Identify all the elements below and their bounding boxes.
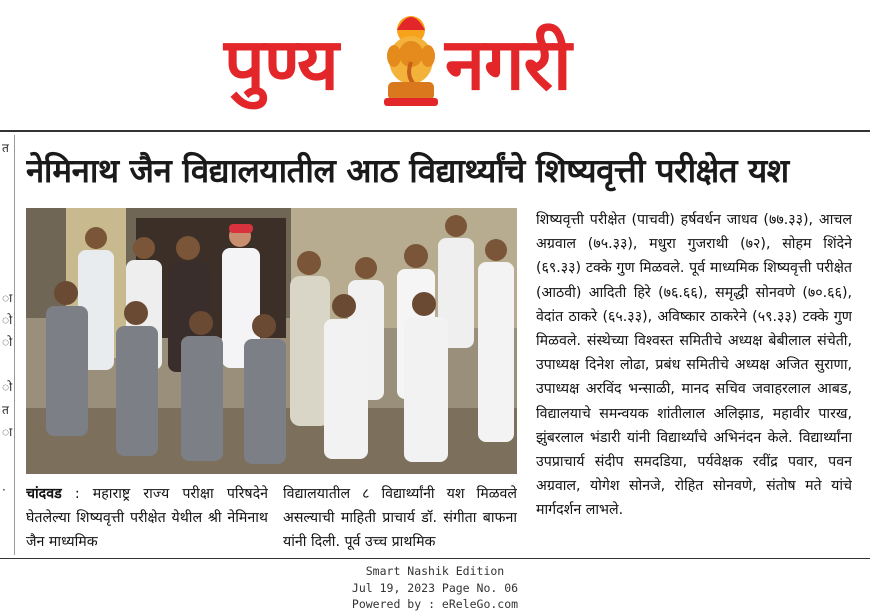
bottom-rule: [0, 558, 870, 559]
powered-by-label: Powered by : eReleGo.com: [351, 597, 519, 611]
date-page-label: Jul 19, 2023 Page No. 06: [351, 580, 519, 595]
adjacent-column-fragment: [0, 135, 14, 555]
group-photo: [26, 208, 517, 474]
fragment-char: ो: [2, 335, 13, 349]
fragment-char: ·: [2, 483, 6, 497]
top-rule: [0, 130, 870, 132]
fragment-char: त: [2, 141, 9, 155]
article-body-middle: विद्यालयातील ८ विद्यार्थ्यांनी यश मिळवले असल्याची माहिती प्राचार्य डॉ. संगीता बाफना यांनी दिली. पूर्व उच्च प्राथमिक: [283, 486, 517, 551]
article-headline: नेमिनाथ जैन विद्यालयातील आठ विद्यार्थ्यांचे शिष्यवृत्ती परीक्षेत यश: [26, 151, 789, 190]
fragment-char: ा: [2, 291, 13, 305]
ganesha-logo-icon: [380, 10, 442, 108]
fragment-char: त: [2, 403, 9, 417]
footer: [0, 563, 870, 613]
column-divider: [14, 135, 15, 555]
masthead-title-right: नगरी: [445, 22, 571, 106]
article-body-left-text: : महाराष्ट्र राज्य परीक्षा परिषदेने घेतलेल्या शिष्यवृत्ती परीक्षेत येथील श्री नेमिनाथ जैन माध्यमिक: [26, 486, 268, 551]
edition-label: Smart Nashik Edition: [365, 564, 505, 578]
masthead: [0, 0, 870, 128]
article-body-right: शिष्यवृत्ती परीक्षेत (पाचवी) हर्षवर्धन जाधव (७७.३३), आचल अग्रवाल (७५.३३), मधुरा गुजराथी (७२), सोहम शिंदेने (६९.३३) टक्के गुण मिळवले. पूर्व माध्यमिक शिष्यवृत्ती परीक्षेत (आठवी) आदिती हिरे (७६.६६), समृद्धी सोनवणे (७०.६६), वेदांत ठाकरे (६५.३३), अविष्कार ठाकरेने (५९.३३) टक्के गुण मिळवले. संस्थेच्या विश्वस्त समितीचे अध्यक्ष बेबीलाल संचेती, उपाध्यक्ष दिनेश लोढा, प्रबंध समितीचे अध्यक्ष अजित सुराणा, उपाध्यक्ष अरविंद भन्साळी, मानद सचिव जवाहरलाल आबड, विद्यालयाचे समन्वयक शांतीलाल अलिझाड, महावीर पारख, झुंबरलाल भंडारी यांनी विद्यार्थ्यांचे अभिनंदन केले. विद्यार्थ्यांना उपप्राचार्य संदीप समदडिया, पर्यवेक्षक रवींद्र पवार, पवन अग्रवाल, योगेश सोनजे, रोहित सोनवणे, संतोष मते यांचे मार्गदर्शन लाभले.: [536, 212, 852, 519]
article-body-left: [26, 482, 268, 554]
fragment-char: ा: [2, 425, 13, 439]
fragment-char: ो: [2, 380, 13, 394]
dateline: चांदवड: [26, 486, 62, 502]
fragment-char: ो: [2, 313, 13, 327]
masthead-title-left: पुण्य: [224, 22, 338, 106]
